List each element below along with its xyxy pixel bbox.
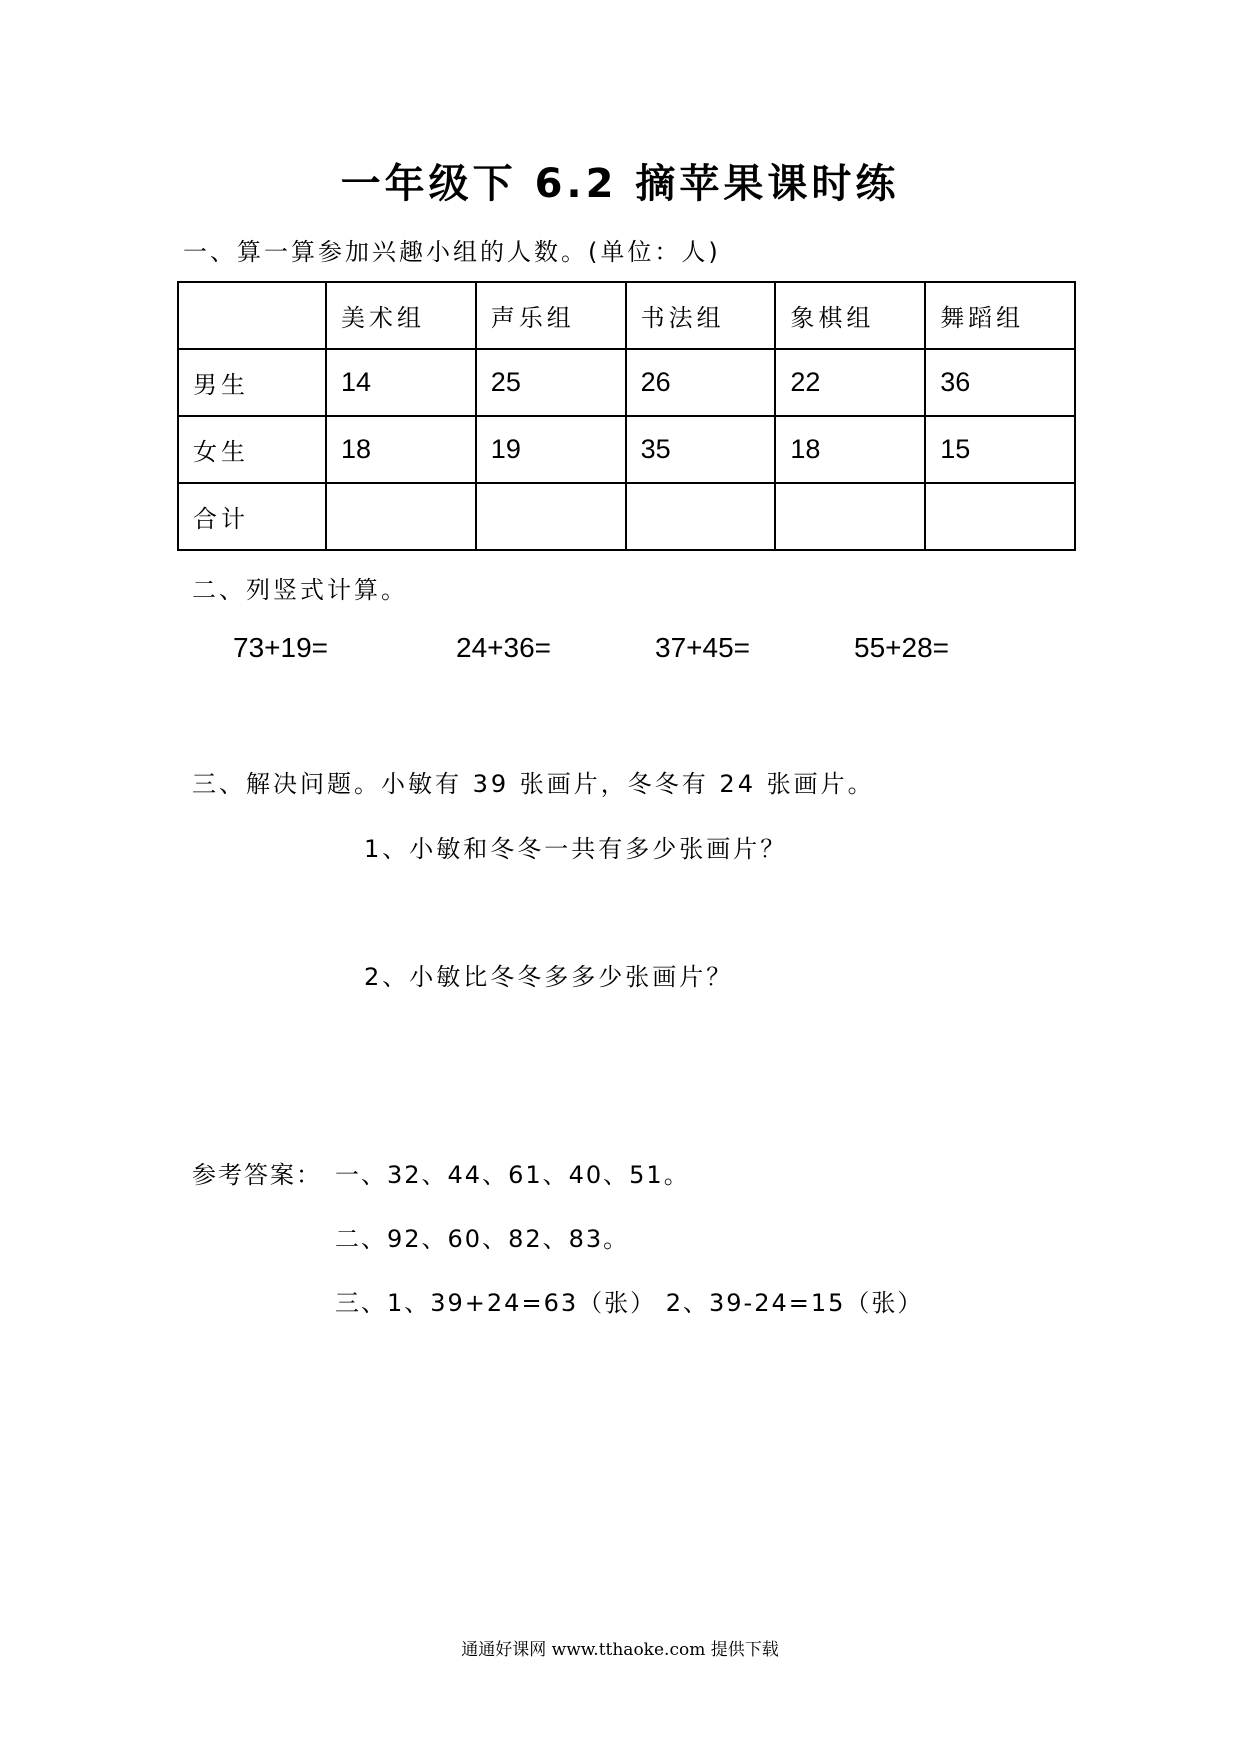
table-cell: 22 — [775, 349, 925, 416]
table-cell: 35 — [626, 416, 776, 483]
expression: 24+36= — [456, 632, 551, 663]
expression: 73+19= — [233, 632, 328, 663]
total-cell — [925, 483, 1075, 550]
question-2: 2、小敏比冬冬多多少张画片？ — [364, 963, 734, 991]
table-row — [178, 349, 1075, 416]
section3-heading: 三、解决问题。小敏有 39 张画片，冬冬有 24 张画片。 — [192, 770, 875, 798]
table-cell: 36 — [925, 349, 1075, 416]
expression: 37+45= — [655, 632, 750, 663]
table-cell: 14 — [326, 349, 476, 416]
table-cell: 26 — [626, 349, 776, 416]
question-1: 1、小敏和冬冬一共有多少张画片？ — [364, 835, 788, 863]
table-header-cell: 书法组 — [626, 282, 776, 349]
table-header-cell — [178, 282, 326, 349]
row-label: 合计 — [178, 483, 326, 550]
table-cell: 15 — [925, 416, 1075, 483]
table-header-cell: 象棋组 — [775, 282, 925, 349]
footer-credit: 通通好课网 www.tthaoke.com 提供下载 — [461, 1640, 779, 1660]
table-header-cell: 美术组 — [326, 282, 476, 349]
table-cell: 18 — [775, 416, 925, 483]
table-row-total — [178, 483, 1075, 550]
total-cell — [626, 483, 776, 550]
table-cell: 18 — [326, 416, 476, 483]
row-label: 女生 — [178, 416, 326, 483]
answer-line-1: 一、32、44、61、40、51。 — [335, 1161, 690, 1189]
answers-label: 参考答案： — [192, 1161, 322, 1189]
table-header-cell: 舞蹈组 — [925, 282, 1075, 349]
answer-line-2: 二、92、60、82、83。 — [335, 1225, 630, 1253]
table-row — [178, 416, 1075, 483]
total-cell — [326, 483, 476, 550]
page-title: 一年级下 6.2 摘苹果课时练 — [340, 161, 900, 207]
total-cell — [476, 483, 626, 550]
row-label: 男生 — [178, 349, 326, 416]
section2-heading: 二、列竖式计算。 — [192, 576, 408, 604]
section1-heading: 一、算一算参加兴趣小组的人数。(单位：人) — [183, 238, 721, 266]
table-cell: 19 — [476, 416, 626, 483]
answer-line-3: 三、1、39+24=63（张） 2、39-24=15（张） — [335, 1289, 924, 1317]
table-header-cell: 声乐组 — [476, 282, 626, 349]
expression: 55+28= — [854, 632, 949, 663]
table-cell: 25 — [476, 349, 626, 416]
interest-group-table — [177, 281, 1076, 551]
total-cell — [775, 483, 925, 550]
table-header-row — [178, 282, 1075, 349]
